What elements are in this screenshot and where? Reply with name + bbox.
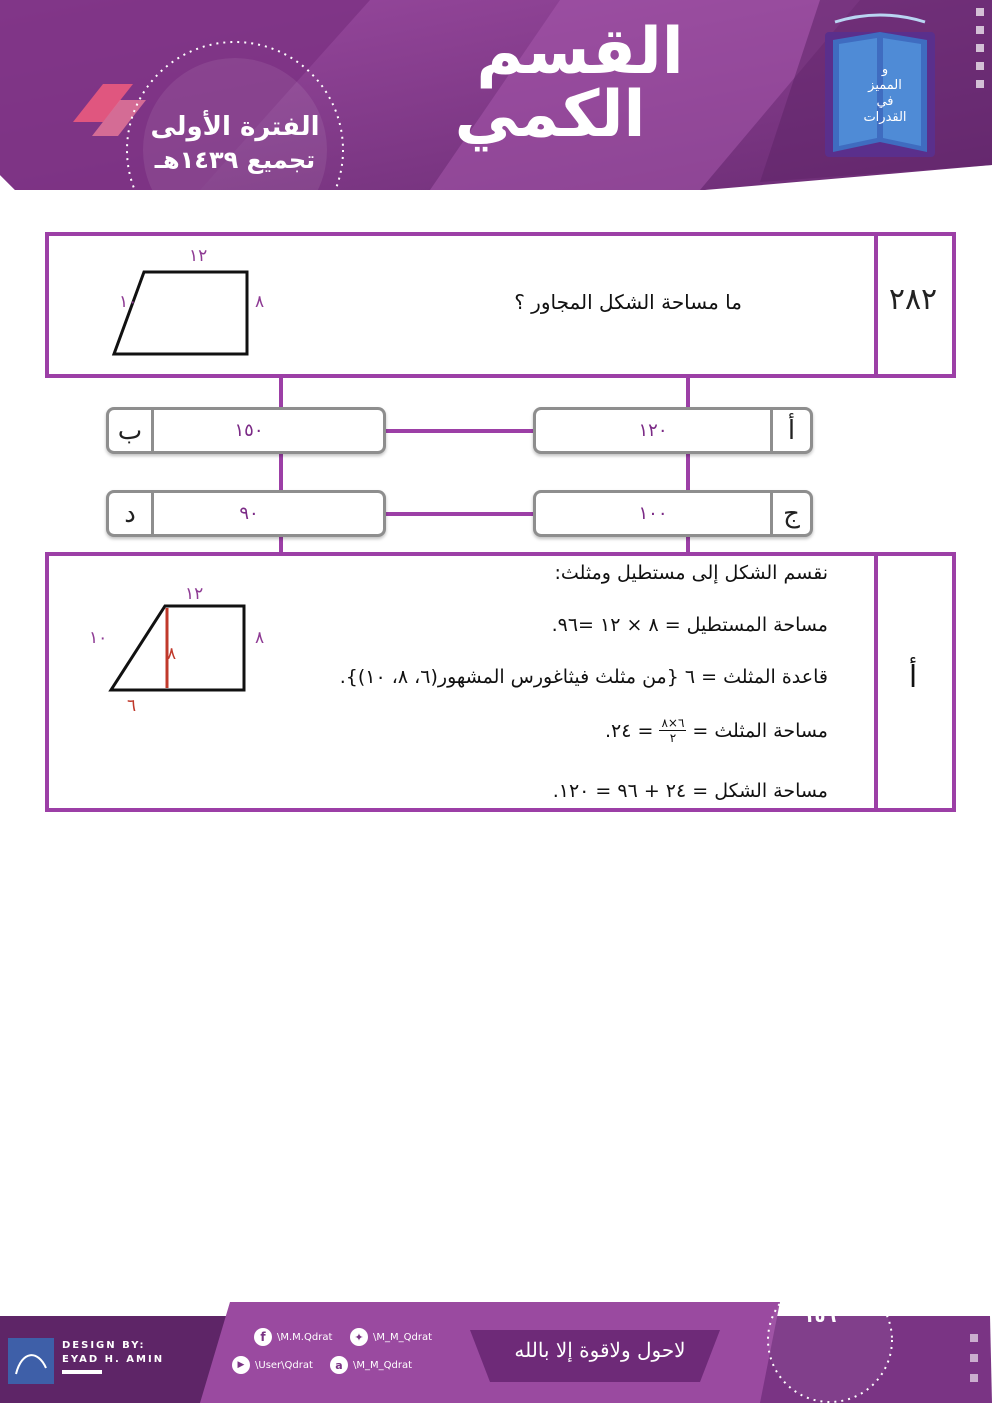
option-d[interactable]	[106, 490, 386, 537]
solution-label-left: ١٠	[89, 628, 108, 648]
ask-icon: a	[330, 1356, 348, 1374]
solution-line1: نقسم الشكل إلى مستطيل ومثلث:	[554, 562, 828, 584]
option-c-value: ١٠٠	[638, 503, 668, 524]
page-header	[0, 0, 992, 190]
header-title-line2: الكمي	[454, 78, 646, 152]
solution-line4-suffix: = ٢٤.	[605, 719, 654, 742]
question-divider	[874, 236, 878, 374]
solution-line2: مساحة المستطيل = ٨ × ١٢ =٩٦.	[551, 614, 828, 636]
designer-name: EYAD H. AMIN	[62, 1354, 165, 1365]
answer-letter: أ	[908, 660, 918, 695]
header-title-line1: القسم	[476, 15, 684, 89]
twitter-icon: ✦	[350, 1328, 368, 1346]
question-label-top: ١٢	[189, 246, 208, 266]
social-ask[interactable]	[330, 1356, 412, 1374]
solution-figure	[99, 596, 259, 701]
logo-letter: و	[881, 62, 889, 77]
logo	[815, 12, 945, 162]
twitter-handle: \M_M_Qdrat	[373, 1331, 433, 1343]
solution-line4	[605, 716, 828, 745]
solution-label-bottom: ٦	[127, 696, 137, 716]
solution-line4-prefix: مساحة المثلث =	[692, 719, 828, 742]
option-c[interactable]	[533, 490, 813, 537]
fraction-denominator: ٢	[669, 731, 677, 745]
logo-line2: في	[876, 94, 894, 109]
solution-line5: مساحة الشكل = ٢٤ + ٩٦ = ١٢٠.	[552, 780, 828, 802]
question-text: ما مساحة الشكل المجاور ؟	[514, 290, 742, 314]
solution-divider	[874, 556, 878, 808]
fraction-numerator: ٦×٨	[661, 716, 685, 730]
option-d-letter: د	[124, 498, 136, 529]
period-line2: تجميع ١٤٣٩هـ	[154, 146, 316, 174]
option-a[interactable]	[533, 407, 813, 454]
option-a-value: ١٢٠	[638, 420, 668, 441]
solution-label-right: ٨	[255, 628, 265, 648]
youtube-icon: ▶	[232, 1356, 250, 1374]
logo-line1: المميز	[868, 78, 902, 93]
connector-row1	[383, 429, 535, 433]
question-number: ٢٨٢	[888, 282, 938, 317]
solution-label-inner: ٨	[167, 644, 177, 664]
design-by-label: DESIGN BY:	[62, 1340, 146, 1351]
facebook-handle: \M.M.Qdrat	[277, 1331, 333, 1343]
ask-handle: \M_M_Qdrat	[353, 1359, 413, 1371]
option-c-letter: ج	[783, 498, 800, 529]
period-line1: الفترة الأولى	[150, 112, 320, 142]
solution-box	[45, 552, 956, 812]
footer-edge-squares	[968, 1330, 982, 1402]
solution-line3: قاعدة المثلث = ٦ {من مثلث فيثاغورس المشهور(٦، ٨، ١٠)}.	[339, 666, 828, 688]
option-b[interactable]	[106, 407, 386, 454]
social-youtube[interactable]	[232, 1356, 313, 1374]
question-box	[45, 232, 956, 378]
page-number: ١٥٦	[803, 1306, 837, 1327]
option-a-letter: أ	[787, 415, 796, 446]
edge-squares	[975, 6, 987, 120]
youtube-handle: \User\Qdrat	[255, 1359, 313, 1371]
logo-line3: القدرات	[863, 110, 907, 125]
connector-row2	[383, 512, 535, 516]
solution-label-top: ١٢	[185, 584, 204, 604]
page-footer	[0, 1300, 992, 1403]
option-b-value: ١٥٠	[234, 420, 264, 441]
facebook-icon: f	[254, 1328, 272, 1346]
calligraphy-text: لاحول ولاقوة إلا بالله	[514, 1338, 686, 1362]
option-b-letter: ب	[117, 415, 143, 446]
fraction	[659, 716, 686, 745]
question-label-left: ١٠	[119, 292, 138, 312]
social-twitter[interactable]	[350, 1328, 432, 1346]
designer-logo-icon	[8, 1338, 54, 1384]
question-label-right: ٨	[255, 292, 265, 312]
social-facebook[interactable]	[254, 1328, 332, 1346]
option-d-value: ٩٠	[239, 503, 259, 524]
